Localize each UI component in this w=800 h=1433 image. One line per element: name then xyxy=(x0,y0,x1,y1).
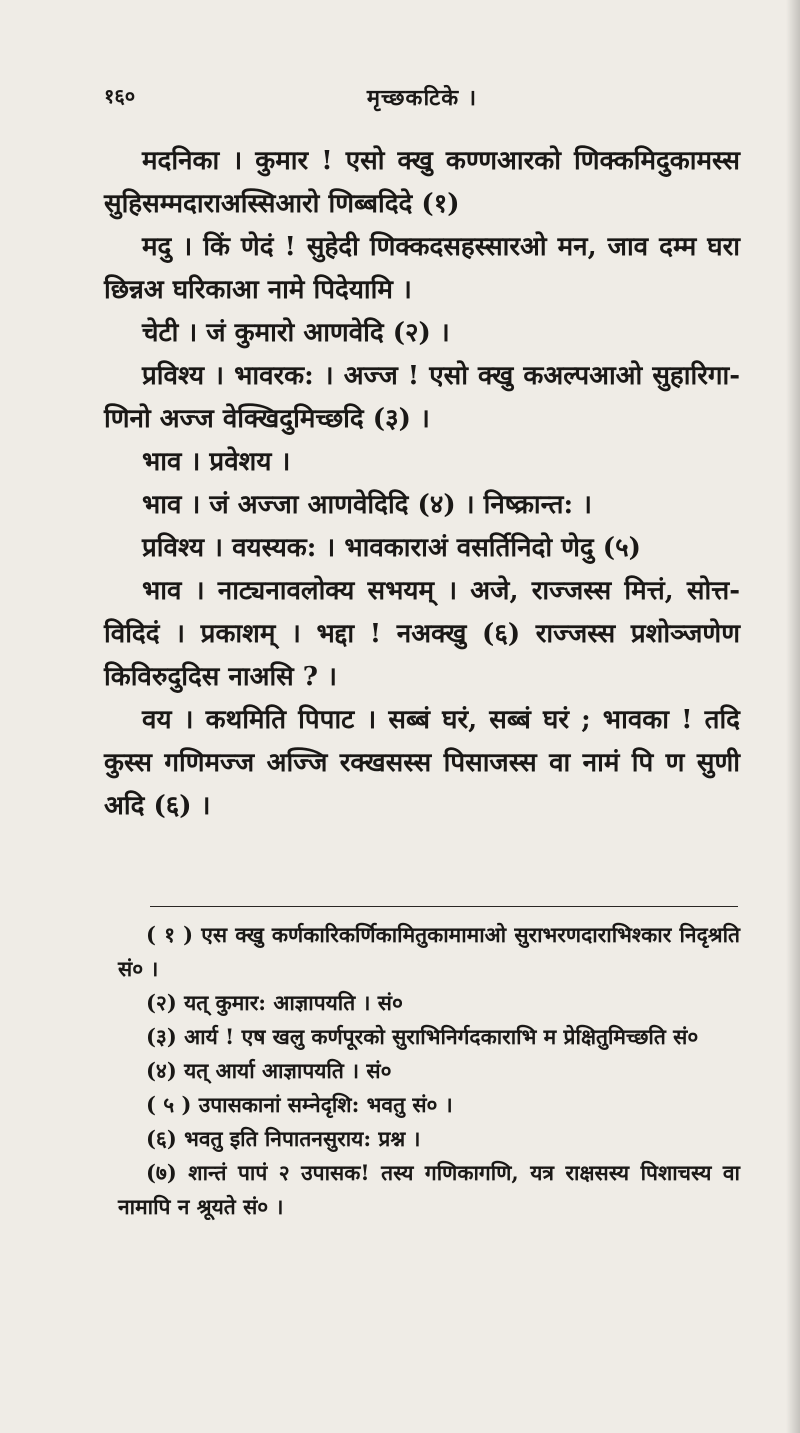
footnote: (६) भवतु इति निपातनसुराय: प्रश्न । xyxy=(146,1126,421,1151)
dialogue-paragraph: चेटी । जं कुमारो आणवेदि (२) । xyxy=(142,318,450,348)
running-title: मृच्छकटिके । xyxy=(366,85,478,111)
dialogue-paragraph: भाव । प्रवेशय । xyxy=(142,447,291,477)
footnote: (२) यत् कुमार: आज्ञापयति । सं० xyxy=(146,990,403,1015)
main-text xyxy=(104,140,740,828)
dialogue-paragraph: वय । कथमिति पिपाट । सब्बं घरं, सब्बं घरं ; भावका ! तदि कुस्स गणिमज्ज अज्जि रक्खसस्स पिसाजस्स वा नामं पि ण सुणी अदि (६) । xyxy=(104,705,740,821)
page-header xyxy=(104,82,740,112)
dialogue-paragraph: भाव । जं अज्जा आणवेदिदि (४) । निष्क्रान्त: । xyxy=(142,490,592,520)
footnotes xyxy=(118,918,740,1224)
footnote: ( १ ) एस क्खु कर्णकारिकर्णिकामितुकामामाओ सुराभरणदाराभिश्कार निदृश्रति सं० । xyxy=(118,922,740,981)
footnote-divider xyxy=(150,906,738,907)
page-number: १६० xyxy=(104,84,136,108)
footnote: ( ५ ) उपासकानां सम्नेदृशि: भवतु सं० । xyxy=(146,1092,453,1117)
dialogue-paragraph: मदनिका । कुमार ! एसो क्खु कण्णआरको णिक्कमिदुकामस्स सुहिसम्मदाराअस्सिआरो णिब्बदिदे (१) xyxy=(104,146,740,219)
footnote: (३) आर्य ! एष खलु कर्णपूरको सुराभिनिर्गदकाराभि म प्रेक्षितुमिच्छति सं० xyxy=(146,1024,699,1049)
dialogue-paragraph: प्रविश्य । भावरक: । अज्ज ! एसो क्खु कअल्पआओ सुहारिगा- णिनो अज्ज वेक्खिदुमिच्छदि (३) । xyxy=(104,361,740,434)
footnote: (४) यत् आर्या आज्ञापयति । सं० xyxy=(146,1058,392,1083)
dialogue-paragraph: प्रविश्य । वयस्यक: । भावकाराअं वसर्तिनिदो णेदु (५) xyxy=(142,533,641,563)
page-edge-shadow xyxy=(786,0,800,1433)
dialogue-paragraph: मदु । किं णेदं ! सुहेदी णिक्कदसहस्सारओ मन, जाव दम्म घरा छिन्नअ घरिकाआ नामे पिदेयामि । xyxy=(104,232,740,305)
footnote: (७) शान्तं पापं २ उपासक! तस्य गणिकागणि, यत्र राक्षसस्य पिशाचस्य वा नामापि न श्रूयते सं० । xyxy=(118,1160,740,1219)
dialogue-paragraph: भाव । नाट्यनावलोक्य सभयम् । अजे, राज्जस्स मित्तं, सोत्त- विदिदं । प्रकाशम् । भद्दा ! नअक्खु (६) राज्जस्स प्रशोञ्जणेण किविरुदुदिस नाअसि ? । xyxy=(104,576,740,692)
